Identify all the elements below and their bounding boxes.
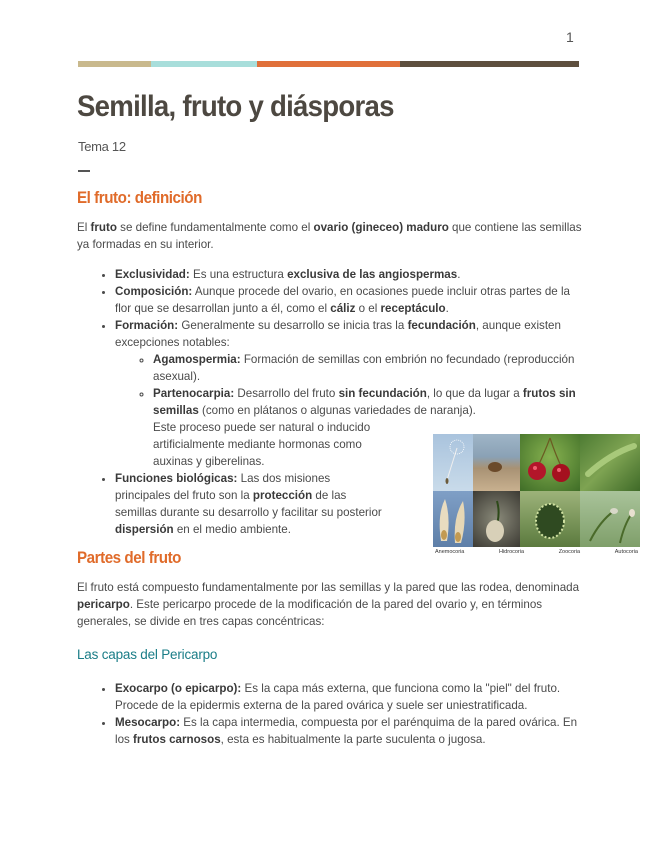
title-divider [78,170,90,172]
list-item-exclusividad [115,266,582,283]
text-run: Es una estructura [189,268,288,281]
list-item-composicion [115,283,582,317]
page-title: Semilla, fruto y diásporas [77,90,394,123]
list-item-mesocarpo [115,714,582,748]
partes-paragraph [77,579,582,630]
bold-run: sin fecundación [338,387,427,400]
text-run: . Este pericarpo procede de la modificación de la pared del ovario y, en términos generales, se divide en tres capas concéntricas: [77,598,543,628]
caption-anemocoria: Anemocoria [435,549,465,555]
cherries-photo [520,434,580,491]
definition-paragraph [77,219,582,253]
subsection-heading-pericarpo: Las capas del Pericarpo [77,647,218,662]
text-run: Formación de semillas con embrión no fecundado (reproducción asexual). [153,353,575,383]
text-run: que contiene las semillas ya formadas en su interior. [77,221,582,251]
bold-run: cáliz [330,302,356,315]
text-run: . [445,302,449,315]
pea-pod-photo [580,434,640,491]
text-run: El fruto está compuesto fundamentalmente por las semillas y la pared que las rodea, denominada [77,581,580,594]
decorative-color-bar [78,61,579,67]
caption-autocoria: Autocoria [614,549,638,555]
section-heading-partes: Partes del fruto [77,549,181,567]
bold-run: fecundación [407,319,476,332]
section-heading-definicion: El fruto: definición [77,189,202,207]
color-segment-1 [78,61,151,67]
spiky-fruit-icon [520,491,580,547]
winged-seed-icon [433,491,473,547]
burr-icon [473,491,520,547]
list-item-funciones [115,470,387,538]
spiky-fruit-photo [520,491,580,547]
bold-run: Funciones biológicas: [115,472,238,485]
figure-captions [433,549,640,555]
bold-run: pericarpo [77,598,130,611]
bold-run: exclusiva de las angiospermas [287,268,458,281]
bold-run: Exocarpo (o epicarpo): [115,682,242,695]
pea-pod-icon [580,434,640,491]
caption-hidrocoria: Hidrocoria [498,549,525,555]
color-segment-3 [257,61,400,67]
partenocarpia-continuation: Este proceso puede ser natural o inducido artificialmente mediante hormonas como auxinas y giberelinas. [153,421,371,468]
bold-run: fruto [90,221,117,234]
bold-run: Composición: [115,285,193,298]
seed-pod-icon [580,491,640,547]
seed-dispersal-figure [433,434,640,558]
bold-run: dispersión [115,523,174,536]
text-run: de las semillas durante su desarrollo y facilitar su posterior [115,489,382,519]
figure-photo-grid [433,434,640,547]
text-run: Es la capa más externa, que funciona como la "piel" del fruto. Procede de la epidermis externa de la pared ovárica y suele ser uniestratificada. [115,682,561,712]
text-run: Aunque procede del ovario, en ocasiones puede incluir otras partes de la flor que se desarrollan junto a él, como el [115,285,570,315]
text-run: Generalmente su desarrollo se inicia tras la [178,319,408,332]
page-subtitle: Tema 12 [78,139,126,154]
text-run: en el medio ambiente. [173,523,291,536]
text-run: , lo que da lugar a [426,387,523,400]
text-run: , esta es habitualmente la parte suculenta o jugosa. [220,733,486,746]
page-number: 1 [566,29,574,45]
winged-seeds-photo [433,491,473,547]
bold-run: Mesocarpo: [115,716,181,729]
beach-coconut-photo [473,434,520,491]
text-run: (como en plátanos o algunas variedades de naranja). [198,404,476,417]
list-item-agamospermia [153,351,582,385]
bold-run: frutos carnosos [133,733,221,746]
bold-run: Partenocarpia: [153,387,235,400]
coconut-icon [473,434,520,491]
cherries-icon [520,434,580,491]
text-run: . [457,268,461,281]
pericarpo-list [77,680,582,748]
bold-run: Formación: [115,319,179,332]
bold-run: protección [252,489,313,502]
dandelion-seed-icon [433,434,473,491]
color-segment-4 [400,61,579,67]
burr-seed-photo [473,491,520,547]
seed-pods-photo [580,491,640,547]
color-segment-2 [151,61,257,67]
text-run: , aunque existen excepciones notables: [115,319,561,349]
bold-run: ovario (gineceo) maduro [313,221,449,234]
text-run: o el [355,302,381,315]
bold-run: Exclusividad: [115,268,190,281]
bold-run: Agamospermia: [153,353,241,366]
text-run: Desarrollo del fruto [234,387,339,400]
bold-run: receptáculo [380,302,446,315]
list-item-exocarpo [115,680,582,714]
text-run: se define fundamentalmente como el [116,221,314,234]
bold-run: frutos sin semillas [153,387,576,417]
text-run: Es la capa intermedia, compuesta por el parénquima de la pared ovárica. En los [115,716,578,746]
text-run: Las dos misiones principales del fruto son la [115,472,331,502]
dandelion-seed-photo [433,434,473,491]
caption-zoocoria: Zoocoria [558,549,581,555]
text-run: El [77,221,91,234]
